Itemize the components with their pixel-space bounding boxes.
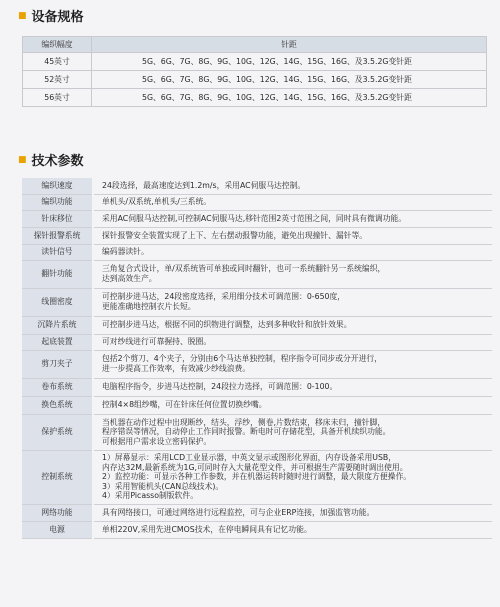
param-value-line: 达到高效生产。: [102, 274, 157, 283]
param-label: 翻针功能: [22, 260, 93, 288]
specs-header-row: [23, 37, 487, 53]
param-value: [93, 378, 492, 396]
tech-title: 技术参数: [31, 154, 84, 169]
param-value: [93, 227, 492, 244]
specs-table: [22, 36, 487, 107]
param-value: [93, 194, 492, 210]
param-label: 编织功能: [22, 194, 93, 210]
param-label: 读针信号: [22, 244, 93, 260]
param-value: [93, 450, 492, 504]
table-row: [22, 194, 492, 210]
param-value: [93, 244, 492, 260]
col-header-gauge: 针距: [92, 37, 487, 53]
tech-section-title: [18, 150, 84, 169]
table-row: [22, 350, 492, 378]
param-label: 沉降片系统: [22, 316, 93, 334]
param-value-line: 单相220V,采用先进CMOS技术，在停电瞬间具有记忆功能。: [102, 524, 312, 534]
param-value-line: 内存达32M,最新系统为1G,可同时存入大量花型文件，并可根据生产需要随时调出使用。: [102, 462, 408, 472]
param-value-line: 控制4×8组纱嘴，可在针床任何位置切换纱嘴。: [102, 400, 267, 410]
param-value: [93, 521, 492, 538]
table-row: [23, 53, 487, 71]
param-label: 换色系统: [22, 396, 93, 414]
table-row: [22, 227, 492, 244]
table-row: [22, 334, 492, 350]
spec-gauge: 5G、6G、7G、8G、9G、10G、12G、14G、15G、16G、及3.5.2G变针距: [92, 53, 487, 71]
table-row: [23, 71, 487, 89]
param-value-line: 单机头/双系统,单机头/三系统。: [102, 197, 212, 207]
param-value-line: 电脑程序指令，步进马达控制，24段拉力选择，可调范围：0-100。: [102, 382, 338, 392]
table-row: [22, 178, 492, 194]
table-row: [22, 210, 492, 227]
param-value: [93, 260, 492, 288]
param-value: [93, 396, 492, 414]
square-bullet-icon: ■: [18, 154, 27, 165]
param-label: 网络功能: [22, 504, 93, 521]
param-value-line: 探针报警安全装置实现了上下、左右摆动报警功能，避免出现撞针、漏针等。: [102, 230, 368, 240]
specs-title: 设备规格: [31, 10, 84, 25]
param-value-line: 可对纱线进行可靠握持、脱圈。: [102, 337, 212, 347]
table-row: [22, 450, 492, 504]
param-value-line: 编码器读针。: [102, 247, 149, 257]
param-value: [93, 414, 492, 450]
spec-size: 52英寸: [23, 71, 92, 89]
param-value: [93, 334, 492, 350]
param-value-line: 可控制步进马达，根据不同的织物进行调整，达到多种收针和放针效果。: [102, 320, 352, 330]
param-value-line: 当机器在动作过程中出现断纱，结头，浮纱，侧卷,片数结束，移床未归，撞针脚，: [102, 417, 386, 427]
param-label: 线圈密度: [22, 288, 93, 316]
param-label: 探针报警系统: [22, 227, 93, 244]
table-row: [22, 244, 492, 260]
param-value-line: 更能准确地控制衣片长短。: [102, 302, 196, 311]
param-value: [93, 350, 492, 378]
param-value: [93, 210, 492, 227]
spec-gauge: 5G、6G、7G、8G、9G、10G、12G、14G、15G、16G、及3.5.2G变针距: [92, 89, 487, 107]
param-label: 保护系统: [22, 414, 93, 450]
param-value: [93, 316, 492, 334]
table-row: [22, 316, 492, 334]
table-row: [22, 504, 492, 521]
param-value-line: 可控制步进马达，24段密度选择，采用细分技术可调范围：0-650度，: [102, 292, 346, 302]
param-value-line: 1）屏幕显示：采用LCD工业显示器，中英文显示或图形化界面，内存设备采用USB，: [102, 453, 397, 463]
param-value: [93, 504, 492, 521]
param-value-line: 2）监控功能：可显示各种工作参数，并在机器运转时随时进行调整，最大限度方便操作。: [102, 472, 412, 482]
square-bullet-icon: ■: [18, 10, 27, 21]
param-label: 针床移位: [22, 210, 93, 227]
param-label: 电源: [22, 521, 93, 538]
param-label: 编织速度: [22, 178, 93, 194]
param-value: [93, 288, 492, 316]
param-value-line: 进一步提高工作效率，有效减少纱线浪费。: [102, 364, 251, 373]
param-value-line: 具有网络接口，可通过网络进行远程监控，可与企业ERP连接，加强监管功能。: [102, 507, 375, 517]
tech-table: [22, 178, 492, 539]
param-label: 起底装置: [22, 334, 93, 350]
param-value-line: 可根据用户需求设立密码保护。: [102, 436, 212, 446]
param-label: 控制系统: [22, 450, 93, 504]
param-value-line: 4）采用Picasso制版软件。: [102, 491, 198, 501]
param-value-line: 程序错误等情况，自动停止工作同时报警。断电时可存储花型，具备开机续织功能。: [102, 427, 391, 437]
param-value-line: 3）采用智能机头(CAN总线技术)。: [102, 481, 224, 491]
table-row: [22, 288, 492, 316]
specs-section-title: [18, 6, 84, 25]
table-row: [22, 396, 492, 414]
table-row: [22, 378, 492, 396]
table-row: [22, 414, 492, 450]
col-header-width: 编织幅度: [23, 37, 92, 53]
param-label: 卷布系统: [22, 378, 93, 396]
param-label: 剪刀夹子: [22, 350, 93, 378]
param-value-line: 三角复合式设计，单/双系统皆可单独或同时翻针，也可一系统翻针另一系统编织，: [102, 264, 386, 274]
spec-gauge: 5G、6G、7G、8G、9G、10G、12G、14G、15G、16G、及3.5.2G变针距: [92, 71, 487, 89]
table-row: [22, 521, 492, 538]
param-value-line: 24段选择，最高速度达到1.2m/s，采用AC伺服马达控制。: [102, 180, 306, 190]
param-value: [93, 178, 492, 194]
param-value-line: 采用AC伺服马达控制,可控制AC伺服马达,移针范围2英寸范围之间，同时具有微调功能。: [102, 213, 407, 223]
param-value-line: 包括2个剪刀、4个夹子，分别由6个马达单独控制，程序指令可同步或分开进行，: [102, 354, 382, 364]
spec-size: 56英寸: [23, 89, 92, 107]
table-row: [22, 260, 492, 288]
spec-size: 45英寸: [23, 53, 92, 71]
table-row: [23, 89, 487, 107]
